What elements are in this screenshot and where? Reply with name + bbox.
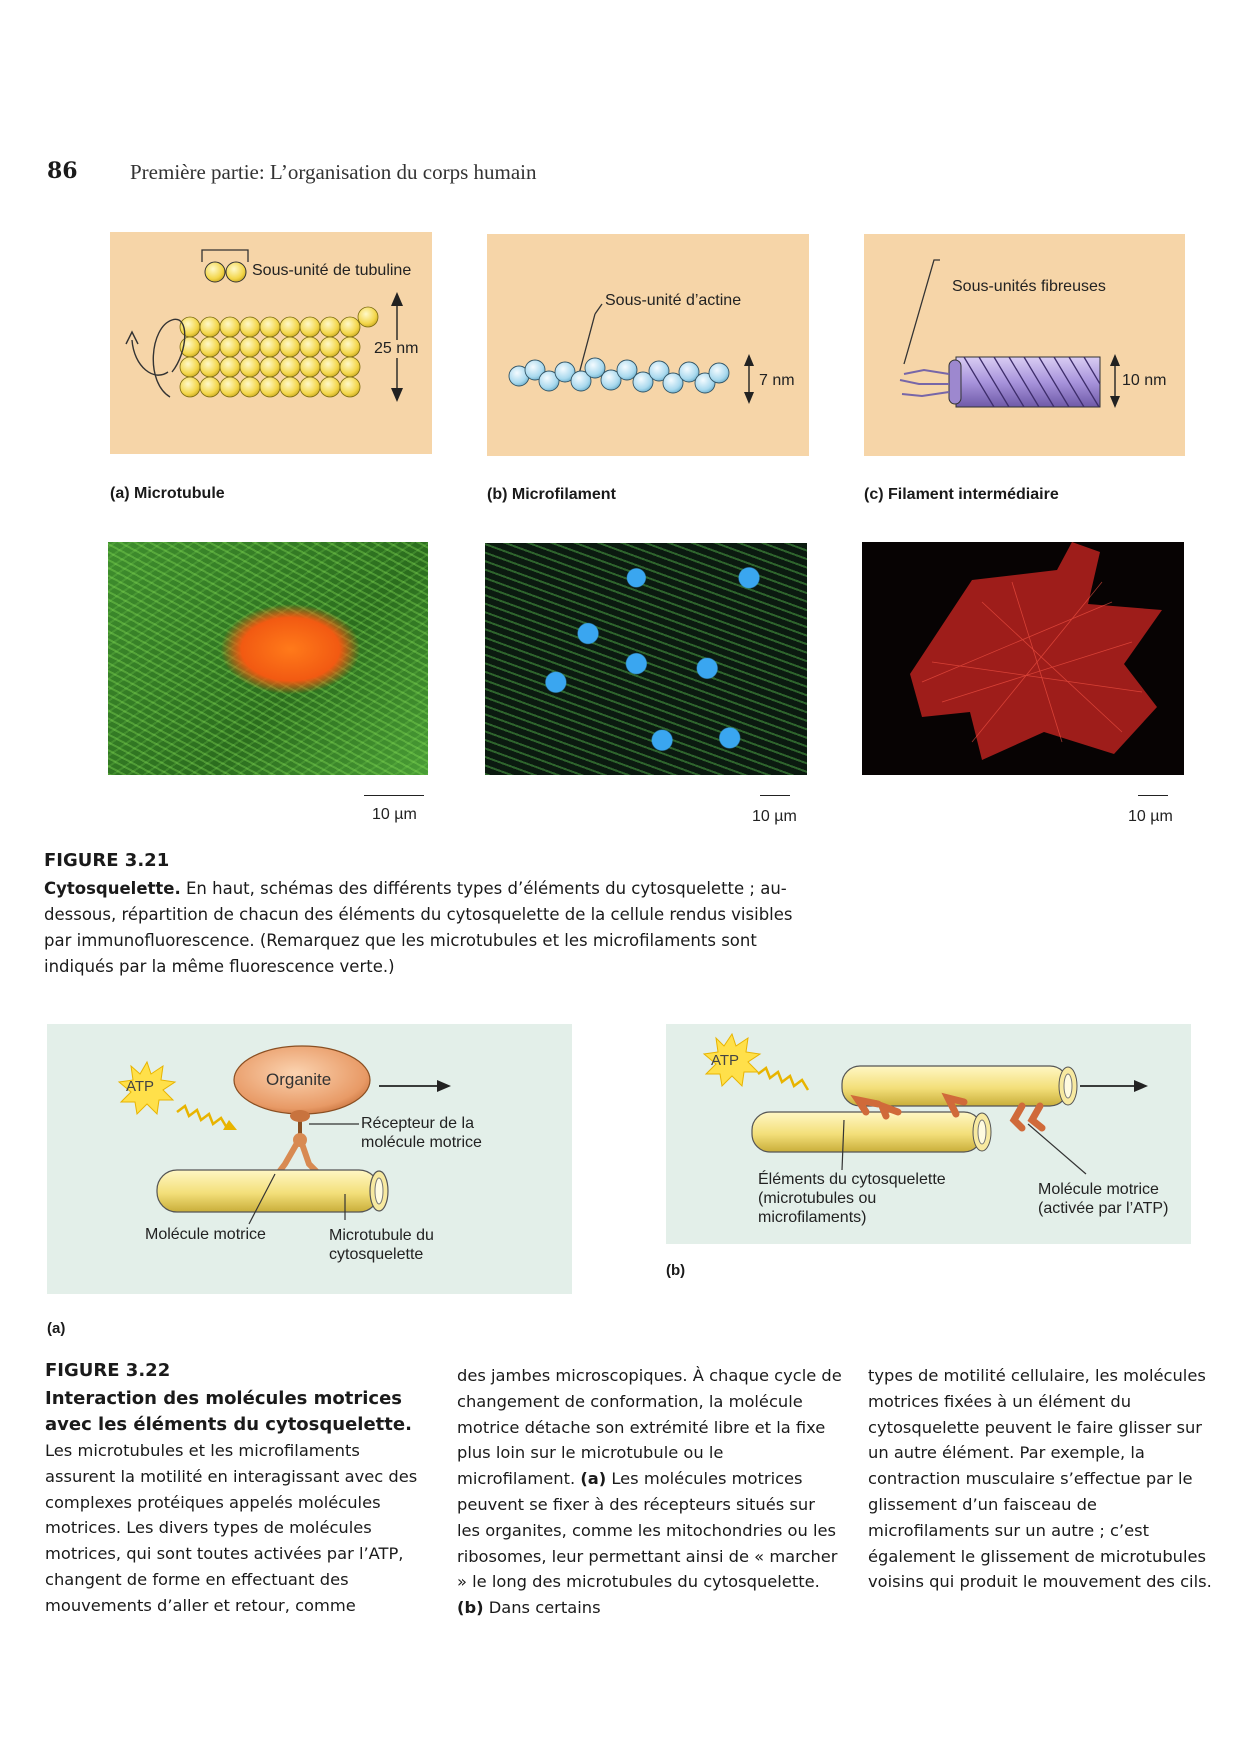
microtubule-diagram	[110, 232, 432, 454]
figure-322-panel-a-letter: (a)	[47, 1320, 66, 1337]
motor-sliding-diagram	[666, 1024, 1191, 1244]
figure-322-col1: Les microtubules et les microfilaments assurent la motilité en interagissant avec des complexes protéiques appelés molécules motrices. Les divers types de molécules motrices, qui sont toutes activées par l’ATP, changent de forme en effectuant des mouvements d’aller et retour, comme	[45, 1441, 418, 1615]
running-title: Première partie: L’organisation du corps humain	[130, 160, 537, 184]
microfilament-diagram	[487, 234, 809, 456]
atp-label-b: ATP	[711, 1052, 740, 1069]
fibrous-subunits-label: Sous-unités fibreuses	[952, 278, 1106, 295]
atp-label-a: ATP	[126, 1078, 155, 1095]
red-cell-shape	[862, 542, 1184, 775]
microfilament-illustration	[487, 234, 809, 456]
intermediate-filament-illustration	[864, 234, 1185, 456]
panel-c-caption: (c) Filament intermédiaire	[864, 486, 1059, 503]
figure-322-label: FIGURE 3.22	[45, 1360, 171, 1381]
scale-bar-c	[1138, 795, 1168, 796]
organelle-label: Organite	[266, 1070, 332, 1089]
page-number: 86	[47, 158, 78, 184]
col2-ref-a: (a)	[580, 1469, 607, 1489]
microfilament-micrograph	[485, 543, 807, 775]
figure-321-label: FIGURE 3.21	[44, 850, 170, 871]
figure-321-caption-text: En haut, schémas des différents types d’éléments du cytosquelette ; au-dessous, répartition de chacun des éléments du cytosquelette de la cellule rendus visibles par immunofluorescence. (Remarquez que les microtubules et les microfilaments sont indiqués par la même fluorescence verte.)	[44, 879, 793, 976]
scale-label-b: 10 µm	[752, 808, 797, 825]
cytoskeleton-elements-label: Éléments du cytosquelette (microtubules ou microfilaments)	[758, 1171, 946, 1226]
figure-322-title: Interaction des molécules motrices avec les éléments du cytosquelette.	[45, 1388, 412, 1435]
microtubule-label: Microtubule du cytosquelette	[329, 1227, 434, 1263]
tubulin-subunit-label: Sous-unité de tubuline	[252, 262, 412, 279]
figure-322-col3: types de motilité cellulaire, les molécules motrices fixées à un élément du cytosquelette peuvent le faire glisser sur un autre élément. Par exemple, la contraction musculaire s’effectue par le glissement d’un faisceau de microfilaments sur un autre ; c’est également le glissement de microtubules voisins qui produit le mouvement des cils.	[868, 1366, 1212, 1592]
figure-321-title: Cytosquelette.	[44, 879, 181, 898]
figure-322-panel-b-letter: (b)	[666, 1262, 686, 1279]
actin-subunit-label: Sous-unité d’actine	[605, 292, 742, 309]
receptor-label: Récepteur de la molécule motrice	[361, 1115, 482, 1151]
panel-a-caption: (a) Microtubule	[110, 485, 225, 502]
intermediate-filament-diagram	[864, 234, 1185, 456]
figure-321-caption	[44, 876, 814, 980]
col2-text-1: des jambes microscopiques. À chaque cycle de changement de conformation, la molécule motrice détache son extrémité libre et la fixe plus loin sur le microtubule ou le microfilament.	[457, 1366, 842, 1489]
microtubule-micrograph	[108, 542, 428, 775]
scale-bar-b	[760, 795, 790, 796]
figure-322-col2	[457, 1363, 842, 1621]
col2-ref-b: (b)	[457, 1598, 484, 1618]
microtubule-dimension: 25 nm	[374, 340, 419, 357]
motor-molecule-label-b: Molécule motrice (activée par l’ATP)	[1038, 1181, 1169, 1217]
motor-organelle-illustration	[47, 1024, 572, 1294]
scale-label-c: 10 µm	[1128, 808, 1173, 825]
motor-organelle-diagram	[47, 1024, 572, 1294]
intermediate-filament-micrograph	[862, 542, 1184, 775]
scale-bar-a	[364, 795, 424, 796]
motor-molecule-label-a: Molécule motrice	[145, 1226, 266, 1243]
intermediate-filament-dimension: 10 nm	[1122, 372, 1167, 389]
microfilament-dimension: 7 nm	[759, 372, 795, 389]
col2-text-2: Les molécules motrices peuvent se fixer à des récepteurs situés sur les organites, comme les mitochondries ou les ribosomes, leur permettant ainsi de « marcher » le long des microtubules du cytosquelette.	[457, 1469, 838, 1592]
panel-b-caption: (b) Microfilament	[487, 486, 616, 503]
scale-label-a: 10 µm	[372, 806, 417, 823]
col2-text-3: Dans certains	[483, 1598, 601, 1618]
